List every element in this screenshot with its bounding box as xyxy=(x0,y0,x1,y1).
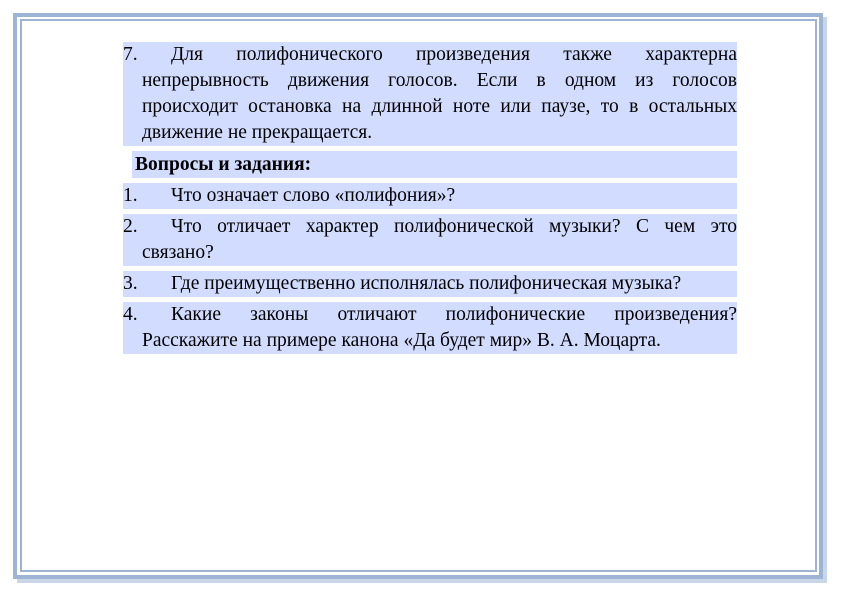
section-heading: Вопросы и задания: xyxy=(132,151,737,178)
question-item xyxy=(123,214,737,266)
intro-paragraph-block xyxy=(123,42,737,146)
question-text: Что отличает характер полифонической музыки? С чем это связано? xyxy=(142,216,737,263)
question-number: 3. xyxy=(123,273,138,294)
question-item xyxy=(123,183,737,209)
questions-block-2 xyxy=(123,214,737,266)
frame-shadow-right xyxy=(823,17,827,583)
question-text: Какие законы отличают полифонические произведения? Расскажите на примере канона «Да будет мир» В. А. Моцарта. xyxy=(142,304,737,351)
question-item xyxy=(123,271,737,297)
list-item-number: 7. xyxy=(123,44,138,65)
slide-content xyxy=(123,42,737,354)
question-text: Что означает слово «полифония»? xyxy=(171,185,456,206)
list-item-7 xyxy=(123,42,737,146)
question-item xyxy=(123,302,737,354)
questions-block-1 xyxy=(123,183,737,209)
questions-block-4 xyxy=(123,302,737,354)
frame-shadow-bottom xyxy=(17,579,827,583)
question-number: 4. xyxy=(123,304,138,325)
question-number: 2. xyxy=(123,216,138,237)
question-number: 1. xyxy=(123,185,138,206)
question-text: Где преимущественно исполнялась полифоническая музыка? xyxy=(171,273,682,294)
list-item-text: Для полифонического произведения также характерна непрерывность движения голосов. Если в одном из голосов происходит остановка на длинной ноте или паузе, то в остальных движение не прекращается. xyxy=(142,44,737,143)
section-heading-row xyxy=(123,151,737,178)
questions-block-3 xyxy=(123,271,737,297)
